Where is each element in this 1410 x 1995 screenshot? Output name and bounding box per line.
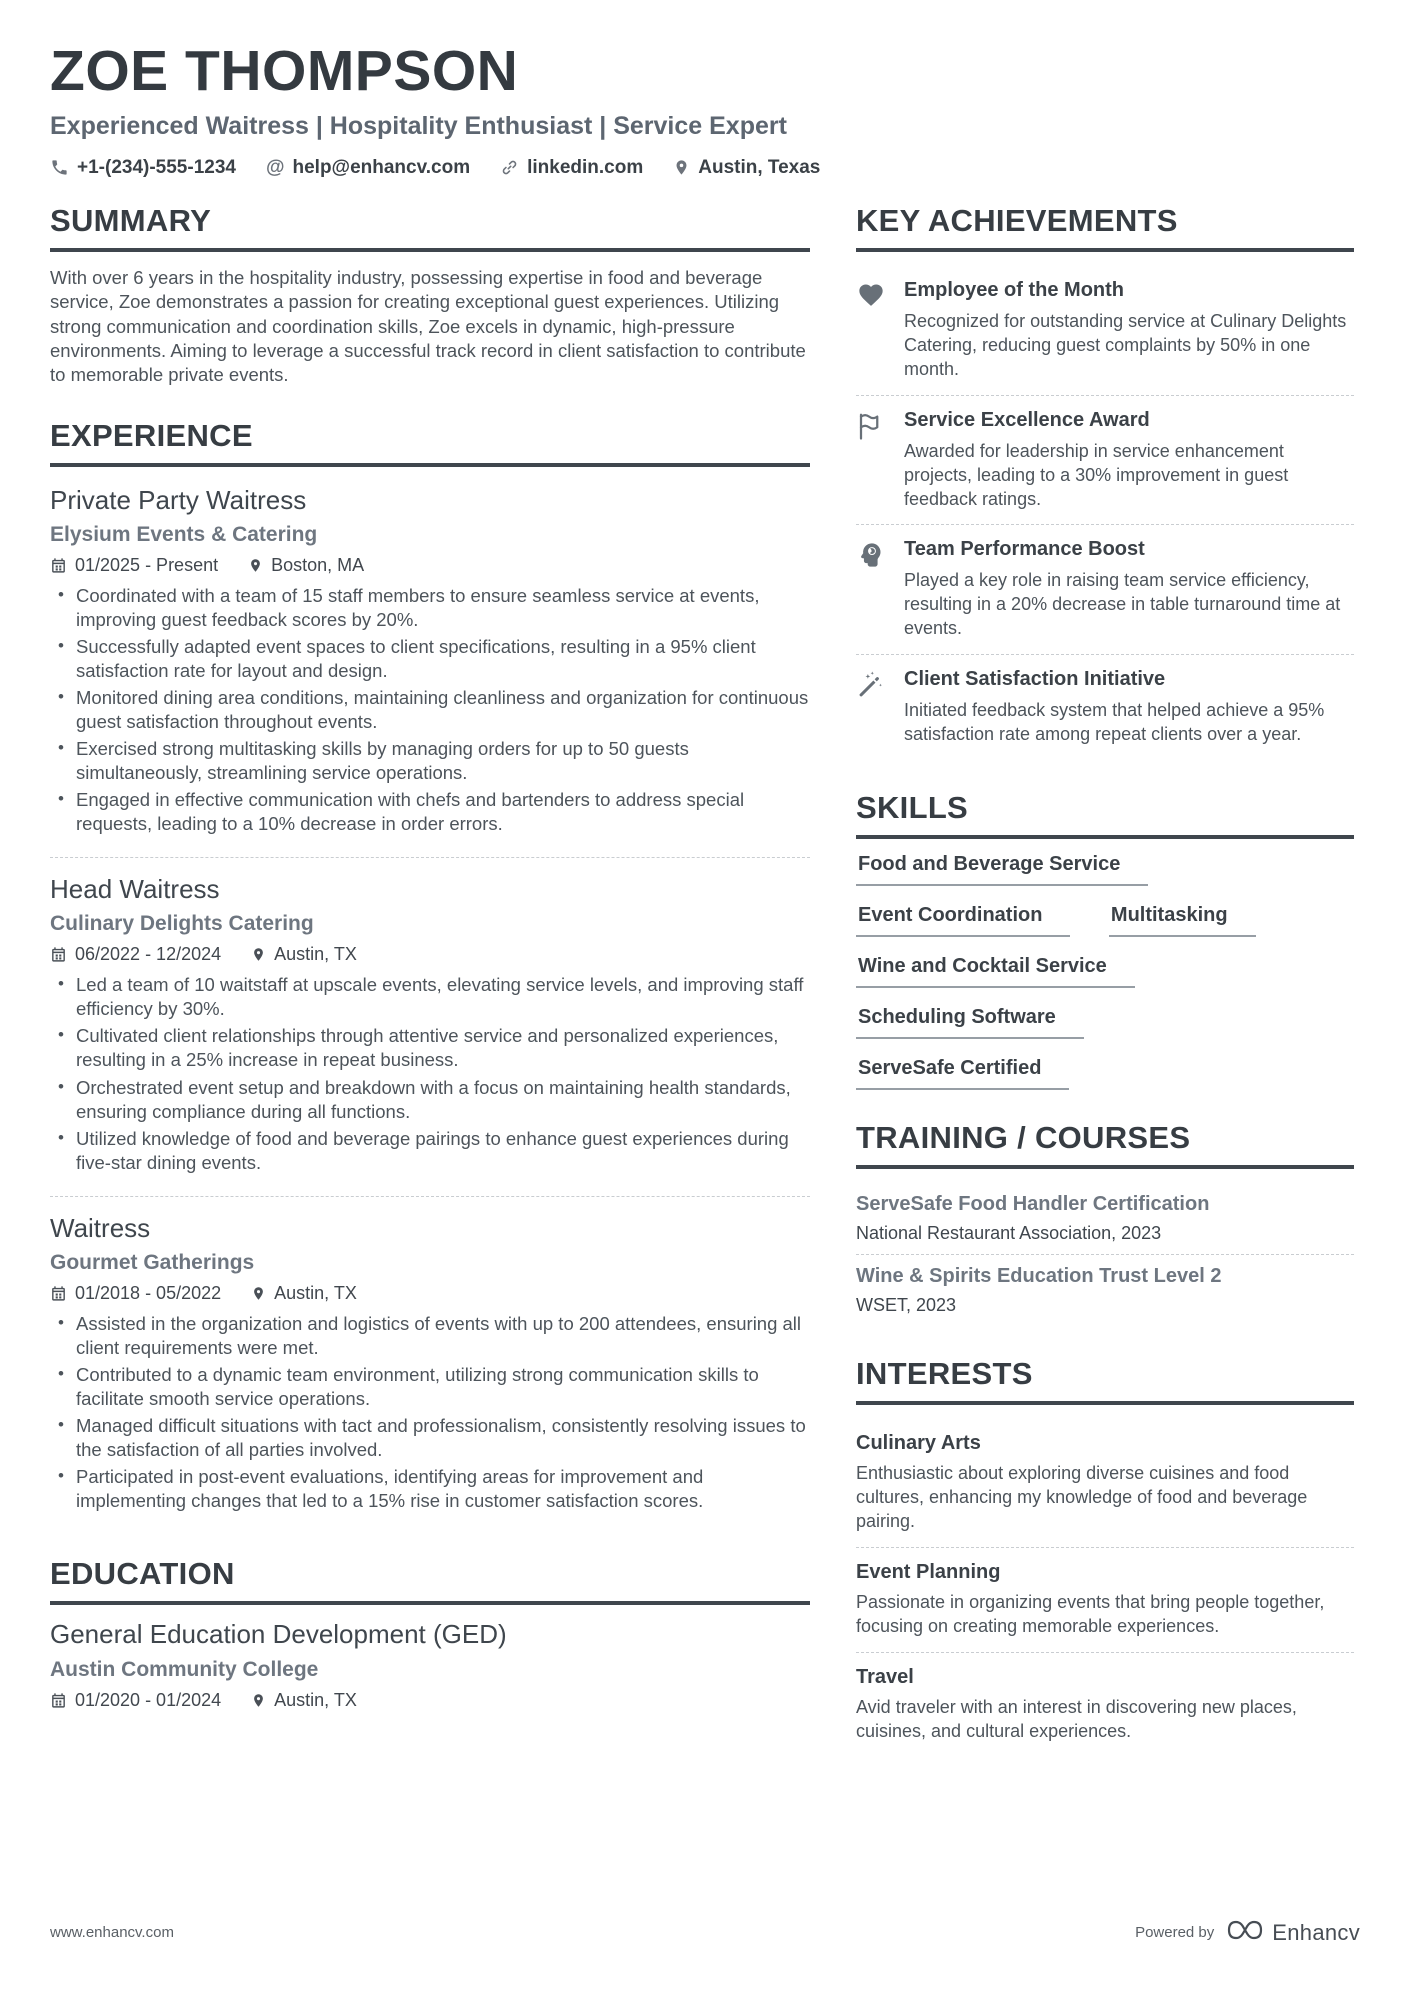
achievement-body xyxy=(904,409,1354,512)
interests-heading: INTERESTS xyxy=(856,1356,1354,1405)
heart-icon xyxy=(856,279,888,382)
job-bullets xyxy=(50,973,810,1174)
at-icon: @ xyxy=(265,157,285,179)
summary-section xyxy=(50,203,810,388)
education-dates xyxy=(50,1690,221,1711)
skill-item: Event Coordination xyxy=(856,904,1070,937)
skill-row xyxy=(856,853,1354,886)
interest-title: Travel xyxy=(856,1665,914,1688)
content-columns xyxy=(0,179,1410,1787)
bullet-item: • Exercised strong multitasking skills by managing orders for up to 50 guests simultaneously, streamlining service operations. xyxy=(50,737,810,785)
job-title: Waitress xyxy=(50,1212,151,1243)
achievement-text: Recognized for outstanding service at Culinary Delights Catering, reducing guest complaints by 50% in one month. xyxy=(904,310,1347,379)
achievement-body xyxy=(904,668,1354,747)
job-date-text: 06/2022 - 12/2024 xyxy=(75,944,222,965)
job-company: Elysium Events & Catering xyxy=(50,522,318,546)
job-meta-row xyxy=(50,555,810,576)
candidate-name: ZOE THOMPSON xyxy=(50,39,519,103)
bullet-item: • Assisted in the organization and logistics of events with up to 200 attendees, ensuring all client requirements were met. xyxy=(50,1312,810,1360)
job-meta-row xyxy=(50,1283,810,1304)
achievement-text: Initiated feedback system that helped achieve a 95% satisfaction rate among repeat clients over a year. xyxy=(904,700,1325,745)
bullet-item: • Contributed to a dynamic team environment, utilizing strong communication skills to facilitate smooth service operations. xyxy=(50,1363,810,1411)
interest-text: Enthusiastic about exploring diverse cuisines and food cultures, enhancing my knowledge of food and beverage pairing. xyxy=(856,1463,1308,1532)
training-heading: TRAINING / COURSES xyxy=(856,1120,1354,1169)
experience-section xyxy=(50,418,810,1526)
linkedin-contact[interactable] xyxy=(500,157,643,179)
job-location-text: Austin, TX xyxy=(274,944,357,965)
job-bullets xyxy=(50,584,810,836)
interest-item xyxy=(856,1547,1354,1652)
achievement-item xyxy=(856,654,1354,760)
job-title: Private Party Waitress xyxy=(50,484,307,515)
bullet-item: • Led a team of 10 waitstaff at upscale events, elevating service levels, and improving staff efficiency by 30%. xyxy=(50,973,810,1021)
education-school: Austin Community College xyxy=(50,1658,319,1682)
skill-item: Scheduling Software xyxy=(856,1006,1084,1039)
footer-branding xyxy=(1135,1918,1360,1947)
footer-website-link[interactable]: www.enhancv.com xyxy=(50,1924,174,1941)
resume-header xyxy=(0,0,1410,179)
training-section xyxy=(856,1120,1354,1326)
education-heading: EDUCATION xyxy=(50,1556,810,1605)
job-title: Head Waitress xyxy=(50,874,220,905)
job-dates xyxy=(50,944,221,965)
skill-row xyxy=(856,1006,1354,1039)
job-date-text: 01/2018 - 05/2022 xyxy=(75,1282,222,1303)
summary-text: With over 6 years in the hospitality industry, possessing expertise in food and beverage service, Zoe demonstrates a passion for creating exceptional guest experiences. Utilizing strong communication and coordination skills, Zoe excels in dynamic, high-pressure environments. Aiming to leverage a successful track record in client satisfaction to contribute to memorable private events. xyxy=(50,266,806,386)
achievement-text: Awarded for leadership in service enhancement projects, leading to a 30% improvement in guest feedback ratings. xyxy=(904,440,1289,509)
job-meta-row xyxy=(50,944,810,965)
interests-section xyxy=(856,1356,1354,1757)
education-section xyxy=(50,1556,810,1711)
pin-icon xyxy=(251,1285,266,1302)
page-footer xyxy=(50,1918,1360,1947)
location-icon xyxy=(673,158,690,177)
education-location xyxy=(251,1690,357,1711)
skills-section xyxy=(856,790,1354,1090)
right-column xyxy=(856,203,1354,1787)
job-date-text: 01/2025 - Present xyxy=(75,554,219,575)
job-entry xyxy=(50,1196,810,1526)
course-title: Wine & Spirits Education Trust Level 2 xyxy=(856,1265,1222,1288)
bullet-item: • Monitored dining area conditions, maintaining cleanliness and organization for continuous guest satisfaction throughout events. xyxy=(50,686,810,734)
achievement-title: Client Satisfaction Initiative xyxy=(904,668,1166,691)
linkedin-url: linkedin.com xyxy=(527,156,644,178)
skill-row xyxy=(856,904,1354,937)
skills-heading: SKILLS xyxy=(856,790,1354,839)
candidate-headline: Experienced Waitress | Hospitality Enthusiast | Service Expert xyxy=(50,111,787,140)
job-company: Culinary Delights Catering xyxy=(50,912,314,936)
calendar-icon xyxy=(50,1285,67,1302)
achievement-text: Played a key role in raising team service efficiency, resulting in a 20% decrease in table turnaround time at events. xyxy=(904,570,1341,639)
skill-row xyxy=(856,1057,1354,1090)
job-bullets xyxy=(50,1312,810,1513)
achievement-title: Team Performance Boost xyxy=(904,538,1145,561)
pin-icon xyxy=(251,946,266,963)
enhancv-brand[interactable] xyxy=(1226,1918,1360,1947)
email-contact[interactable] xyxy=(266,157,470,179)
skill-row xyxy=(856,955,1354,988)
achievement-item xyxy=(856,524,1354,654)
course-item xyxy=(856,1183,1354,1254)
job-location-text: Boston, MA xyxy=(271,554,365,575)
achievement-item xyxy=(856,266,1354,395)
job-location xyxy=(251,944,357,965)
job-location-text: Austin, TX xyxy=(274,1282,357,1303)
course-title: ServeSafe Food Handler Certification xyxy=(856,1193,1210,1216)
education-degree: General Education Development (GED) xyxy=(50,1619,507,1650)
phone-icon xyxy=(50,158,69,177)
achievement-item xyxy=(856,395,1354,525)
achievement-title: Employee of the Month xyxy=(904,278,1124,301)
bullet-item: • Managed difficult situations with tact and professionalism, consistently resolving issues to the satisfaction of all parties involved. xyxy=(50,1414,810,1462)
powered-by-label: Powered by xyxy=(1135,1924,1215,1941)
course-organization: WSET, 2023 xyxy=(856,1295,957,1316)
education-date-text: 01/2020 - 01/2024 xyxy=(75,1690,222,1711)
head-icon xyxy=(856,538,888,641)
course-organization: National Restaurant Association, 2023 xyxy=(856,1223,1162,1244)
interest-title: Culinary Arts xyxy=(856,1432,981,1455)
summary-heading: SUMMARY xyxy=(50,203,810,252)
job-location xyxy=(251,1283,357,1304)
achievement-body xyxy=(904,538,1354,641)
skill-item: Wine and Cocktail Service xyxy=(856,955,1135,988)
link-icon xyxy=(500,158,519,177)
job-location xyxy=(248,555,364,576)
skill-item: Multitasking xyxy=(1109,904,1256,937)
achievement-body xyxy=(904,279,1354,382)
job-entry xyxy=(50,857,810,1187)
enhancv-brand-name: Enhancv xyxy=(1272,1919,1360,1945)
left-column xyxy=(50,203,810,1741)
job-dates xyxy=(50,555,218,576)
bullet-item: • Participated in post-event evaluations, identifying areas for improvement and implementing changes that led to a 15% rise in customer satisfaction scores. xyxy=(50,1465,810,1513)
phone-contact[interactable] xyxy=(50,157,236,179)
job-dates xyxy=(50,1283,221,1304)
email-address: help@enhancv.com xyxy=(292,156,471,178)
phone-number: +1-(234)-555-1234 xyxy=(77,156,236,178)
interest-item xyxy=(856,1652,1354,1757)
bullet-item: • Cultivated client relationships through attentive service and personalized experiences, resulting in a 25% increase in repeat business. xyxy=(50,1024,810,1072)
flag-icon xyxy=(856,409,888,512)
course-item xyxy=(856,1254,1354,1326)
job-company: Gourmet Gatherings xyxy=(50,1250,255,1274)
calendar-icon xyxy=(50,946,67,963)
bullet-item: • Successfully adapted event spaces to client specifications, resulting in a 95% client satisfaction rate for layout and design. xyxy=(50,635,810,683)
bullet-item: • Engaged in effective communication with chefs and bartenders to address special requests, leading to a 10% decrease in order errors. xyxy=(50,788,810,836)
achievements-section xyxy=(856,203,1354,760)
interest-text: Passionate in organizing events that bring people together, focusing on creating memorable experiences. xyxy=(856,1591,1325,1636)
achievement-title: Service Excellence Award xyxy=(904,408,1150,431)
achievements-heading: KEY ACHIEVEMENTS xyxy=(856,203,1354,252)
calendar-icon xyxy=(50,1692,67,1709)
bullet-item: • Orchestrated event setup and breakdown with a focus on maintaining health standards, ensuring compliance during all functions. xyxy=(50,1076,810,1124)
skill-item: ServeSafe Certified xyxy=(856,1057,1069,1090)
location-contact xyxy=(673,157,820,179)
interest-title: Event Planning xyxy=(856,1560,1001,1583)
education-location-text: Austin, TX xyxy=(274,1690,357,1711)
pin-icon xyxy=(248,557,263,574)
bullet-item: • Utilized knowledge of food and beverage pairings to enhance guest experiences during five-star dining events. xyxy=(50,1127,810,1175)
job-entry xyxy=(50,481,810,849)
wand-icon xyxy=(856,668,888,747)
pin-icon xyxy=(251,1692,266,1709)
education-meta-row xyxy=(50,1690,810,1711)
interest-text: Avid traveler with an interest in discovering new places, cuisines, and cultural experiences. xyxy=(856,1696,1297,1741)
experience-heading: EXPERIENCE xyxy=(50,418,810,467)
skill-item: Food and Beverage Service xyxy=(856,853,1148,886)
contact-row xyxy=(50,157,1354,179)
enhancv-logo-icon xyxy=(1226,1918,1264,1947)
interest-item xyxy=(856,1419,1354,1547)
calendar-icon xyxy=(50,557,67,574)
location-text: Austin, Texas xyxy=(698,156,821,178)
bullet-item: • Coordinated with a team of 15 staff members to ensure seamless service at events, improving guest feedback scores by 20%. xyxy=(50,584,810,632)
